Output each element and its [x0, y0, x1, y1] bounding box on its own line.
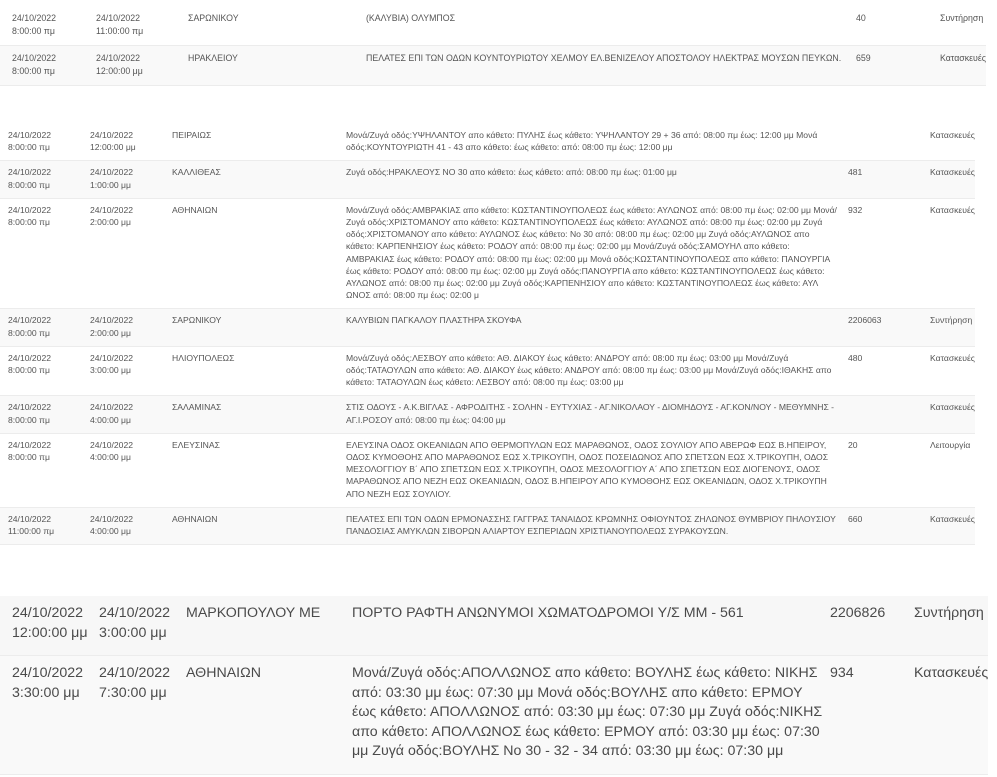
- description: ΠΟΡΤΟ ΡΑΦΤΗ ΑΝΩΝΥΜΟΙ ΧΩΜΑΤΟΔΡΟΜΟΙ Υ/Σ ΜΜ - 561: [352, 605, 744, 621]
- start-time: 8:00:00 πμ: [8, 414, 50, 425]
- end-date: 24/10/2022: [99, 665, 171, 681]
- number-cell: [840, 433, 930, 507]
- number: 20: [848, 439, 858, 450]
- end-date: 24/10/2022: [90, 439, 134, 450]
- description: ΕΛΕΥΣΙΝΑ ΟΔΟΣ ΟΚΕΑΝΙΔΩΝ ΑΠΟ ΘΕΡΜΟΠΥΛΩΝ ΕΩΣ ΜΑΡΑΘΩΝΟΣ, ΟΔΟΣ ΣΟΥΛΙΟΥ ΑΠΟ ΑΒΕΡΩΦ ΕΩΣ Β.ΗΠΕΙΡΟΥ, ΟΔΟΣ ΚΥΜΟΘΟΗΣ ΑΠΟ ΜΑΡΑΘΩΝΟΣ ΕΩΣ Χ.ΤΡΙΚΟΥΠΗ, ΟΔΟΣ ΠΟΣΕΙΔΩΝΟΣ ΑΠΟ ΣΠΕΤΣΩΝ ΕΩΣ Χ.ΤΡΙΚΟΥΠΗ, ΟΔΟΣ ΜΕΣΟΛΟΓΓΙΟΥ Β΄ ΑΠΟ ΣΠΕΤΣΩΝ ΕΩΣ Χ.ΤΡΙΚΟΥΠΗ, ΟΔΟΣ ΜΕΣΟΛΟΓΓΙΟΥ Α΄ ΑΠΟ ΣΠΕΤΣΩΝ ΕΩΣ ΔΙΟΓΕΝΟΥΣ, ΟΔΟΣ ΜΑΡΑΘΩΝΟΣ ΑΠΟ ΝΕΖΗ ΕΩΣ ΟΚΕΑΝΙΔΩΝ, ΟΔΟΣ Β.ΗΠΕΙΡΟΥ ΑΠΟ ΚΥΜΟΘΟΗΣ ΕΩΣ ΟΚΕΑΝΙΔΩΝ, ΟΔΟΣ Χ.ΤΡΙΚΟΥΠΗ ΑΠΟ ΝΕΖΗ ΕΩΣ ΣΟΥΛΙΟΥ.: [346, 439, 829, 499]
- end-time: 1:00:00 μμ: [90, 179, 131, 190]
- description: ΣΤΙΣ ΟΔΟΥΣ - Α.Κ.ΒΙΓΛΑΣ - ΑΦΡΟΔΙΤΗΣ - ΣΟΛΗΝ - ΕΥΤΥΧΙΑΣ - ΑΓ.ΝΙΚΟΛΑΟΥ - ΔΙΟΜΗΔΟΥΣ - ΑΓ.ΚΟΝ/ΝΟΥ - ΜΕΘΥΜΝΗΣ - ΑΓ.Ι.ΡΟΣΟΥ από: 08:00 πμ έως: 04:00 μμ: [346, 402, 835, 425]
- number: 934: [830, 665, 854, 681]
- type: Κατασκευές: [930, 513, 975, 524]
- number: 480: [848, 352, 863, 363]
- start-date: 24/10/2022: [8, 352, 52, 363]
- type-cell: [914, 596, 988, 656]
- number-cell: [840, 161, 930, 198]
- description: Μονά/Ζυγά οδός:ΛΕΣΒΟΥ απο κάθετο: ΑΘ. ΔΙΑΚΟΥ έως κάθετο: ΑΝΔΡΟΥ από: 08:00 πμ έως: 03:00 μμ Μονά/Ζυγά οδός:ΤΑΤΑΟΥΛΩΝ απο κάθετο: ΑΘ. ΔΙΑΚΟΥ έως κάθετο: ΑΝΔΡΟΥ από: 08:00 πμ έως: 03:00 μμ Μονά/Ζυγά οδός:ΙΘΑΚΗΣ απο κάθετο: ΤΑΤΑΟΥΛΩΝ έως κάθετο: ΛΕΣΒΟΥ από: 08:00 πμ έως: 03:00 μμ: [346, 352, 832, 388]
- type-cell: [936, 6, 986, 46]
- outage-table-middle: [0, 124, 990, 545]
- end-cell: [90, 433, 172, 507]
- table-row: [0, 596, 988, 656]
- start-cell: [0, 656, 99, 775]
- description-cell: [338, 124, 840, 161]
- end-time: 2:00:00 μμ: [90, 217, 131, 228]
- municipality-cell: [178, 46, 360, 86]
- end-date: 24/10/2022: [90, 513, 134, 524]
- table-row: [0, 656, 988, 775]
- end-time: 7:30:00 μμ: [99, 684, 167, 701]
- municipality: ΠΕΙΡΑΙΩΣ: [172, 130, 212, 140]
- outage-table: [0, 124, 975, 545]
- number: 932: [848, 204, 863, 215]
- description-cell: [352, 596, 830, 656]
- number-cell: [840, 396, 930, 433]
- municipality-cell: [172, 309, 338, 346]
- start-cell: [0, 198, 90, 309]
- table-row: [0, 433, 975, 507]
- start-date: 24/10/2022: [12, 665, 84, 681]
- start-date: 24/10/2022: [8, 439, 52, 450]
- description: Μονά/Ζυγά οδός:ΥΨΗΛΑΝΤΟΥ απο κάθετο: ΠΥΛΗΣ έως κάθετο: ΥΨΗΛΑΝΤΟΥ 29 + 36 από: 08:00 πμ έως: 12:00 μμ Μονά οδός:ΚΟΥΝΤΟΥΡΙΩΤΗ 41 - 43 απο κάθετο: έως κάθετο: από: 08:00 πμ έως: 12:00 μμ: [346, 130, 818, 153]
- type: Κατασκευές: [930, 130, 975, 140]
- description-cell: [338, 396, 840, 433]
- end-time: 11:00:00 πμ: [96, 25, 144, 36]
- start-time: 8:00:00 πμ: [8, 179, 50, 190]
- number: 2206063: [848, 315, 882, 326]
- number-cell: [840, 124, 930, 161]
- outage-table: [0, 6, 986, 86]
- start-time: 8:00:00 πμ: [12, 25, 55, 36]
- number: 40: [856, 13, 866, 23]
- end-cell: [90, 346, 172, 396]
- end-time: 4:00:00 μμ: [90, 452, 131, 463]
- municipality-cell: [172, 198, 338, 309]
- start-date: 24/10/2022: [8, 315, 52, 326]
- start-time: 8:00:00 πμ: [12, 65, 55, 76]
- description-cell: [338, 198, 840, 309]
- type-cell: [914, 656, 988, 775]
- start-time: 12:00:00 μμ: [12, 624, 88, 641]
- description: Ζυγά οδός:ΗΡΑΚΛΕΟΥΣ ΝΟ 30 απο κάθετο: έως κάθετο: από: 08:00 πμ έως: 01:00 μμ: [346, 167, 677, 178]
- table-row: [0, 6, 986, 46]
- type-cell: [930, 161, 975, 198]
- municipality-cell: [172, 433, 338, 507]
- type: Κατασκευές: [914, 665, 989, 681]
- start-cell: [0, 507, 90, 544]
- table-row: [0, 396, 975, 433]
- start-date: 24/10/2022: [12, 53, 57, 63]
- table-row: [0, 507, 975, 544]
- type: Κατασκευές: [940, 53, 987, 63]
- end-date: 24/10/2022: [90, 204, 134, 215]
- number: 659: [856, 53, 871, 63]
- table-row: [0, 124, 975, 161]
- table-row: [0, 309, 975, 346]
- number: 660: [848, 513, 863, 524]
- start-cell: [0, 433, 90, 507]
- end-time: 12:00:00 μμ: [96, 65, 143, 76]
- start-time: 8:00:00 πμ: [8, 452, 50, 463]
- start-cell: [0, 396, 90, 433]
- end-cell: [99, 656, 186, 775]
- end-cell: [99, 596, 186, 656]
- type: Λειτουργία: [930, 439, 971, 450]
- municipality: ΣΑΛΑΜΙΝΑΣ: [172, 402, 222, 413]
- municipality: ΑΘΗΝΑΙΩΝ: [172, 513, 218, 524]
- start-time: 8:00:00 πμ: [8, 327, 50, 338]
- municipality: ΗΛΙΟΥΠΟΛΕΩΣ: [172, 352, 235, 363]
- type: Κατασκευές: [930, 352, 975, 363]
- end-time: 4:00:00 μμ: [90, 414, 131, 425]
- type: Κατασκευές: [930, 402, 975, 413]
- type: Κατασκευές: [930, 204, 975, 215]
- outage-rows: [0, 6, 986, 86]
- municipality: ΗΡΑΚΛΕΙΟΥ: [188, 53, 238, 63]
- outage-table: [0, 596, 988, 775]
- end-time: 3:00:00 μμ: [99, 624, 167, 641]
- description-cell: [338, 161, 840, 198]
- start-date: 24/10/2022: [12, 605, 84, 621]
- end-time: 4:00:00 μμ: [90, 526, 131, 537]
- municipality: ΣΑΡΩΝΙΚΟΥ: [172, 315, 222, 326]
- type-cell: [930, 346, 975, 396]
- municipality-cell: [172, 124, 338, 161]
- municipality-cell: [172, 161, 338, 198]
- description-cell: [338, 309, 840, 346]
- type-cell: [930, 396, 975, 433]
- number-cell: [848, 46, 936, 86]
- end-date: 24/10/2022: [96, 53, 141, 63]
- municipality: ΕΛΕΥΣΙΝΑΣ: [172, 439, 220, 450]
- type-cell: [930, 198, 975, 309]
- start-cell: [0, 309, 90, 346]
- municipality: ΚΑΛΛΙΘΕΑΣ: [172, 167, 221, 178]
- number: 2206826: [830, 605, 886, 621]
- end-date: 24/10/2022: [90, 315, 134, 326]
- type: Συντήρηση: [930, 315, 973, 326]
- number-cell: [840, 507, 930, 544]
- type-cell: [930, 433, 975, 507]
- end-cell: [90, 396, 172, 433]
- end-date: 24/10/2022: [99, 605, 171, 621]
- description: Μονά/Ζυγά οδός:ΑΠΟΛΛΩΝΟΣ απο κάθετο: ΒΟΥΛΗΣ έως κάθετο: ΝΙΚΗΣ από: 03:30 μμ έως: 07:30 μμ Μονά οδός:ΒΟΥΛΗΣ απο κάθετο: ΕΡΜΟΥ έως κάθετο: ΑΠΟΛΛΩΝΟΣ από: 03:30 μμ έως: 07:30 μμ Ζυγά οδός:ΝΙΚΗΣ απο κάθετο: ΑΠΟΛΛΩΝΟΣ έως κάθετο: ΕΡΜΟΥ από: 03:30 μμ έως: 07:30 μμ Ζυγά οδός:ΒΟΥΛΗΣ Νο 30 - 32 - 34 από: 03:30 μμ έως: 07:30 μμ: [352, 665, 823, 759]
- end-date: 24/10/2022: [96, 13, 141, 23]
- end-cell: [90, 507, 172, 544]
- start-time: 11:00:00 πμ: [8, 526, 55, 537]
- outage-table-top: [0, 6, 990, 86]
- number: 481: [848, 167, 863, 178]
- description: (ΚΑΛΥΒΙΑ) ΟΛΥΜΠΟΣ: [366, 13, 456, 23]
- number-cell: [830, 596, 914, 656]
- type: Συντήρηση: [940, 13, 984, 23]
- type-cell: [936, 46, 986, 86]
- end-cell: [90, 309, 172, 346]
- type-cell: [930, 124, 975, 161]
- end-time: 2:00:00 μμ: [90, 327, 131, 338]
- description-cell: [360, 6, 848, 46]
- end-cell: [92, 6, 178, 46]
- municipality-cell: [172, 346, 338, 396]
- end-date: 24/10/2022: [90, 130, 134, 140]
- number-cell: [840, 198, 930, 309]
- table-row: [0, 346, 975, 396]
- municipality-cell: [186, 656, 352, 775]
- municipality-cell: [172, 396, 338, 433]
- description-cell: [338, 507, 840, 544]
- start-cell: [0, 6, 92, 46]
- municipality-cell: [172, 507, 338, 544]
- start-cell: [0, 124, 90, 161]
- number-cell: [840, 309, 930, 346]
- start-date: 24/10/2022: [12, 13, 57, 23]
- outage-table-bottom: [0, 596, 997, 775]
- description: ΚΑΛΥΒΙΩΝ ΠΑΓΚΑΛΟΥ ΠΛΑΣΤΗΡΑ ΣΚΟΥΦΑ: [346, 315, 522, 326]
- description: Μονά/Ζυγά οδός:ΑΜΒΡΑΚΙΑΣ απο κάθετο: ΚΩΣΤΑΝΤΙΝΟΥΠΟΛΕΩΣ έως κάθετο: ΑΥΛΩΝΟΣ από: 08:00 πμ έως: 02:00 μμ Μονά/Ζυγά οδός:ΧΡΙΣΤΟΜΑΝΟΥ απο κάθετο: ΚΩΣΤΑΝΤΙΝΟΥΠΟΛΕΩΣ έως κάθετο: ΑΥΛΩΝΟΣ από: 08:00 πμ έως: 02:00 μμ Ζυγά οδός:ΧΡΙΣΤΟΜΑΝΟΥ απο κάθετο: ΑΥΛΩΝΟΣ έως κάθετο: Νο 30 από: 08:00 πμ έως: 02:00 μμ Ζυγά οδός:ΑΥΛΩΝΟΣ απο κάθετο: ΚΑΡΠΕΝΗΣΙΟΥ έως κάθετο: ΡΟΔΟΥ από: 08:00 πμ έως: 02:00 μμ Μονά/Ζυγά οδός:ΣΑΜΟΥΗΛ απο κάθετο: ΑΜΒΡΑΚΙΑΣ έως κάθετο: ΡΟΔΟΥ από: 08:00 πμ έως: 02:00 μμ Μονά οδός:ΚΩΣΤΑΝΤΙΝΟΥΠΟΛΕΩΣ απο κάθετο: ΠΑΝΟΥΡΓΙΑ έως κάθετο: ΡΟΔΟΥ από: 08:00 πμ έως: 02:00 μμ Ζυγά οδός:ΠΑΝΟΥΡΓΙΑ απο κάθετο: ΚΩΣΤΑΝΤΙΝΟΥΠΟΛΕΩΣ έως κάθετο: ΑΥΛΩΝΟΣ από: 08:00 πμ έως: 02:00 μμ Ζυγά οδός:ΚΑΡΠΕΝΗΣΙΟΥ απο κάθετο: ΚΩΣΤΑΝΤΙΝΟΥΠΟΛΕΩΣ έως κάθετο: ΑΥΛ ΩΝΟΣ από: 08:00 πμ έως: 02:00 μ: [346, 204, 837, 301]
- type: Συντήρηση: [914, 605, 984, 621]
- municipality: ΑΘΗΝΑΙΩΝ: [186, 665, 261, 681]
- start-date: 24/10/2022: [8, 130, 52, 140]
- start-date: 24/10/2022: [8, 513, 52, 524]
- table-row: [0, 198, 975, 309]
- start-cell: [0, 46, 92, 86]
- start-date: 24/10/2022: [8, 204, 52, 215]
- municipality-cell: [178, 6, 360, 46]
- number-cell: [848, 6, 936, 46]
- description-cell: [352, 656, 830, 775]
- end-cell: [92, 46, 178, 86]
- table-row: [0, 46, 986, 86]
- end-time: 12:00:00 μμ: [90, 142, 136, 153]
- end-cell: [90, 198, 172, 309]
- description: ΠΕΛΑΤΕΣ ΕΠΙ ΤΩΝ ΟΔΩΝ ΕΡΜΟΝΑΣΣΗΣ ΓΑΓΓΡΑΣ ΤΑΝΑΙΔΟΣ ΚΡΩΜΝΗΣ ΟΦΙΟΥΝΤΟΣ ΖΗΛΩΝΟΣ ΘΥΜΒΡΙΟΥ ΠΗΛΟΥΣΙΟΥ ΠΑΝΔΟΣΙΑΣ ΑΜΥΚΛΩΝ ΣΙΒΟΡΩΝ ΑΛΙΑΡΤΟΥ ΕΣΠΕΡΙΔΩΝ ΧΡΙΣΤΙΑΝΟΥΠΟΛΕΩΣ ΣΥΡΑΚΟΥΣΩΝ.: [346, 513, 836, 537]
- type-cell: [930, 309, 975, 346]
- start-time: 8:00:00 πμ: [8, 217, 50, 228]
- municipality: ΑΘΗΝΑΙΩΝ: [172, 204, 218, 215]
- type: Κατασκευές: [930, 167, 975, 178]
- outage-rows: [0, 124, 975, 545]
- end-time: 3:00:00 μμ: [90, 365, 131, 376]
- start-time: 8:00:00 πμ: [8, 142, 50, 153]
- start-date: 24/10/2022: [8, 402, 52, 413]
- start-time: 3:30:00 μμ: [12, 684, 80, 701]
- municipality: ΣΑΡΩΝΙΚΟΥ: [188, 13, 239, 23]
- description-cell: [338, 433, 840, 507]
- outage-rows: [0, 596, 988, 774]
- end-cell: [90, 161, 172, 198]
- start-date: 24/10/2022: [8, 167, 52, 178]
- end-date: 24/10/2022: [90, 352, 134, 363]
- start-cell: [0, 161, 90, 198]
- number-cell: [840, 346, 930, 396]
- description-cell: [360, 46, 848, 86]
- type-cell: [930, 507, 975, 544]
- end-cell: [90, 124, 172, 161]
- end-date: 24/10/2022: [90, 402, 134, 413]
- end-date: 24/10/2022: [90, 167, 134, 178]
- municipality-cell: [186, 596, 352, 656]
- number-cell: [830, 656, 914, 775]
- municipality: ΜΑΡΚΟΠΟΥΛΟΥ ΜΕ: [186, 605, 321, 621]
- description: ΠΕΛΑΤΕΣ ΕΠΙ ΤΩΝ ΟΔΩΝ ΚΟΥΝΤΟΥΡΙΩΤΟΥ ΧΕΛΜΟΥ ΕΛ.ΒΕΝΙΖΕΛΟΥ ΑΠΟΣΤΟΛΟΥ ΗΛΕΚΤΡΑΣ ΜΟΥΣΩΝ ΠΕΥΚΩΝ.: [366, 53, 842, 63]
- start-time: 8:00:00 πμ: [8, 365, 50, 376]
- table-row: [0, 161, 975, 198]
- description-cell: [338, 346, 840, 396]
- start-cell: [0, 346, 90, 396]
- start-cell: [0, 596, 99, 656]
